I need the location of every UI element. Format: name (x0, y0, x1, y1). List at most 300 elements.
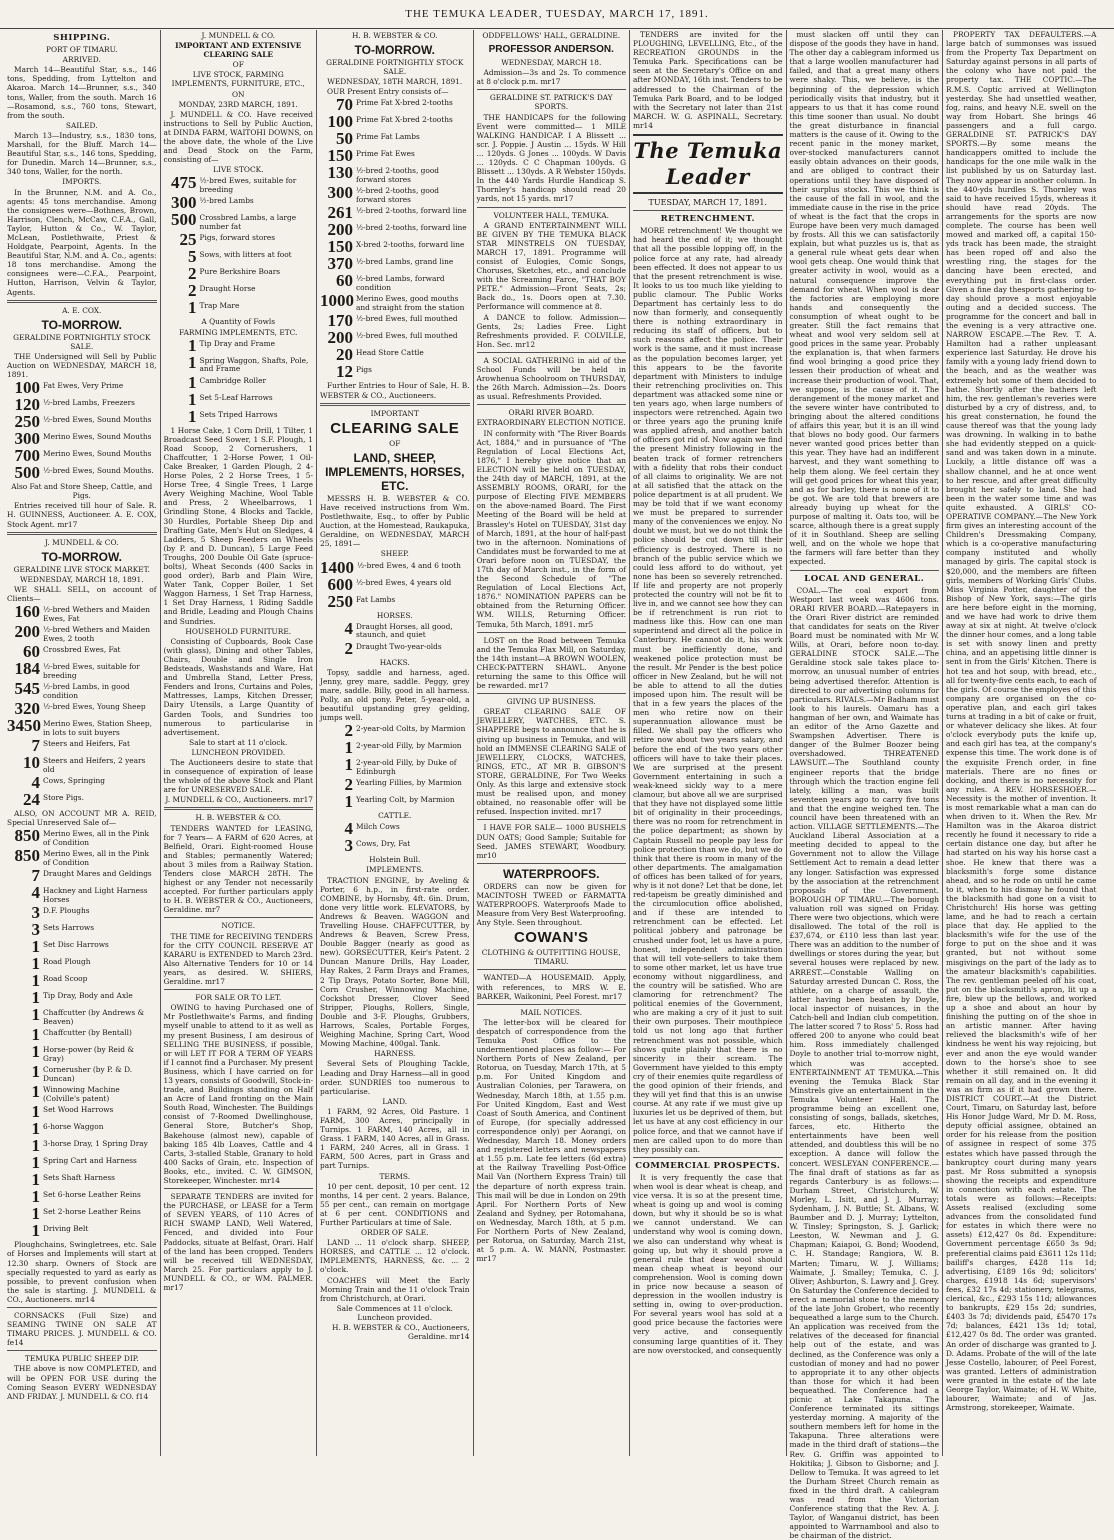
lot-item (320, 757, 470, 776)
lot-description: Draught Horses, all good, staunch, and quiet (356, 621, 453, 640)
lot-description: Crossbred Ewes, Fat (43, 645, 121, 655)
divider (477, 352, 627, 353)
lot-item (7, 1064, 157, 1083)
lot-description: ½-bred Wethers and Maiden Ewes, Fat (43, 605, 150, 623)
cox-lot-list (7, 380, 157, 481)
webster-sale: GERALDINE FORTNIGHTLY STOCK SALE. (326, 58, 464, 77)
divider (477, 1004, 627, 1005)
sheep-heading: SHEEP. (380, 549, 409, 559)
mail-heading: MAIL NOTICES. (520, 1007, 583, 1017)
divider (320, 403, 470, 406)
lot-item (320, 574, 470, 594)
lot-quantity: 2 (344, 638, 353, 658)
coaches-text: COACHES will Meet the Early Morning Train and the 11 o'clock Train from Christchurch, at Orari. (320, 1275, 470, 1303)
lot-description: Fat Lambs (356, 594, 396, 604)
lot-description: ½-bred 2-tooths, forward line (356, 223, 467, 233)
lot-item (7, 1138, 157, 1154)
lot-description: 2-year-old Filly, by Marmion (356, 741, 462, 751)
lot-description: Cambridge Roller (199, 375, 267, 385)
lot-quantity: 200 (14, 622, 40, 642)
divider (164, 1188, 314, 1189)
horses-list (320, 618, 470, 658)
webster-lot-list (320, 97, 470, 380)
lot-item (7, 701, 157, 717)
lot-quantity: 1000 (320, 291, 354, 311)
cowans-sub: CLOTHING & OUTFITTING HOUSE, TIMARU. (481, 948, 621, 967)
tenders-ad: TENDERS WANTED for LEASING, for 7 Years— A FARM of 620 Acres, at Belfield, Orari. Eight-roomed House and Stables; permanently Watered; about 3 miles from a Railway Station. Tenders close MARCH 28TH. The highest or any Tender not necessarily accepted. For further particulars apply to H. B. WEBSTER & CO., Auctioneers, Geraldine. mr7 (163, 823, 313, 915)
cox-also: Also Fat and Store Sheep, Cattle, and Pigs. (11, 482, 153, 501)
lot-quantity: 300 (327, 183, 353, 203)
volunteer-text: A GRAND ENTERTAINMENT WILL BE GIVEN BY THE TEMUKA BLACK STAR MINSTRELS ON TUESDAY, MARCH 17, 1891. Programme will consist of Eulogies, Comic Songs, Choruses, Sketches, etc., and conclude with the Screaming Farce, "THAT BOY PETE." Admission—Front Seats, 2s; Back do., 1s. Doors open at 7.30. Performance will commence at 8. (476, 220, 626, 312)
cowans-heading: COWAN'S (513, 929, 589, 947)
lot-quantity: 1 (31, 988, 40, 1008)
mundell-tomorrow: TO-MORROW. (41, 549, 122, 564)
signature: H. B. WEBSTER & CO., Auctioneers, Geraldine. mr14 (332, 1323, 470, 1342)
lot-item (164, 195, 314, 211)
lot-quantity: 1 (188, 406, 197, 426)
lot-description: Yearling Fillies, by Marmion (356, 778, 462, 788)
lot-description: ½-bred Ewes, suitable for breeding (43, 662, 140, 680)
lot-quantity: 1 (31, 1082, 40, 1102)
column-6 (787, 30, 944, 1540)
lot-item (7, 1189, 157, 1205)
lot-item (7, 738, 157, 754)
hacks-text: Topsy, saddle and harness, aged. Jenny, grey mare, saddle. Peggy, grey mare, saddle. Billy, good in all harness. Polly, an old pony. Peter, 5-year-old, a beautiful upstanding grey gelding, jumps well. (320, 667, 470, 723)
webster-heading: H. B. WEBSTER & CO. (351, 31, 438, 40)
lot-item (7, 1206, 157, 1222)
order-text: LAND ... 11 o'clock sharp. SHEEP, HORSES, and CATTLE ... 12 o'clock. IMPLEMENTS, HARNESS, &c. ... 2 o'clock. (320, 1238, 470, 1275)
lot-item (320, 256, 470, 272)
notice-heading: NOTICE. (221, 921, 256, 931)
lot-item (7, 1155, 157, 1171)
clearing-items: LIVE STOCK, FARMING IMPLEMENTS, FURNITURE, ETC., (171, 70, 305, 89)
lot-quantity: 1 (31, 1119, 40, 1139)
implements-list (164, 335, 314, 426)
divider (7, 1307, 157, 1308)
column-7 (943, 30, 1100, 1456)
lot-item (320, 557, 470, 577)
lot-quantity: 500 (171, 210, 197, 230)
lot-quantity: 1 (188, 352, 197, 372)
lot-description: Driving Belt (43, 1224, 89, 1234)
commercial-heading: COMMERCIAL PROSPECTS. (635, 1160, 781, 1171)
lot-description: ½-bred 2-tooths, good forward stores (356, 166, 440, 184)
clearing-intro: J. MUNDELL & CO. Have received instructions to Sell by Public Auction, at DINDA FARM, WAITOHI DOWNS, on the above date, the whole of the Live and Dead Stock on the Farm, consisting of— (163, 109, 313, 165)
lot-quantity: 1 (31, 1062, 40, 1082)
lot-quantity: 700 (14, 446, 40, 466)
lot-description: ½-bred Lambs, forward condition (356, 274, 445, 292)
lot-description: Steers and Heifers, 2 years old (43, 756, 146, 774)
lot-quantity: 200 (327, 328, 353, 348)
lot-quantity: 4 (31, 883, 40, 903)
column-2 (161, 30, 318, 1456)
column-1 (4, 30, 161, 1456)
lot-quantity: 100 (327, 112, 353, 132)
implements-heading: FARMING IMPLEMENTS, ETC. (179, 327, 298, 337)
furniture-heading: HOUSEHOLD FURNITURE. (185, 626, 292, 636)
sale-start: Sale to start at 11 o'clock. (189, 737, 288, 747)
arrived-text: March 14—Beautiful Star, s.s., 146 tons, Spedding, from Lyttelton and Akaroa. March 14—Brunner, s.s., 340 tons, Waller, from the south. March 16—Rosamond, s.s., 760 tons, Stewart, from the south. (7, 65, 157, 120)
lot-quantity: 1 (31, 1187, 40, 1207)
lot-description: Set 6-horse Leather Reins (43, 1190, 141, 1200)
lot-description: Yearling Colt, by Marmion (356, 795, 455, 805)
lot-description: Steers and Heifers, Fat (43, 739, 131, 749)
lot-item (7, 718, 157, 737)
cox-tomorrow: TO-MORROW. (41, 317, 122, 332)
lot-description: Cows, Springing (43, 776, 105, 786)
lot-quantity: 1 (31, 1025, 40, 1045)
lot-item (164, 389, 314, 409)
lot-quantity: 1 (31, 1042, 40, 1062)
lot-item (164, 212, 314, 231)
land-heading: LAND. (382, 1096, 408, 1106)
newspaper-page (4, 30, 1110, 1540)
lot-description: ½-bred Lambs, grand line (356, 257, 454, 267)
lot-quantity: 120 (14, 395, 40, 415)
park-tenders: TENDERS are invited for the PLOUGHING, LEVELLING, Etc., of the RECREATION GROUNDS in the Temuka Park. Specifications can be seen at the Secretary's Office on and after MONDAY, 16th inst. Tenders to be addressed to the Chairman of the Temuka Park Board, and to be lodged with the Secretary not later than 21st MARCH. W. G. ASPINALL, Secretary. mr14 (633, 30, 783, 130)
lot-quantity: 1 (344, 738, 353, 758)
of-label: OF (232, 60, 244, 70)
mundell-date: WEDNESDAY, MARCH 18, 1891. (19, 574, 144, 584)
giving-up-text: GREAT CLEARING SALE OF JEWELLERY, WATCHES, ETC. S. SHAPPERE begs to announce that he is giving up business in Temuka, and will hold an IMMENSE CLEARING SALE of JEWELLERY, CLOCKS, WATCHES, RINGS, ETC., AT MR B. GIBSON'S STORE, GERALDINE, For Two Weeks Only. As this large and extensive stock must be realised upon, and money obtained, no reasonable offer will be refused. Inspection invited. mr17 (476, 707, 626, 817)
lot-item (7, 644, 157, 660)
lot-description: 3-horse Dray, 1 Spring Dray (43, 1139, 148, 1149)
cox-intro: THE Undersigned will Sell by Public Auction on WEDNESDAY, MARCH 18, 1891. (7, 351, 157, 380)
lot-item (320, 313, 470, 329)
lot-description: ½-bred Ewes, full mouthed (356, 314, 458, 324)
lot-item (7, 990, 157, 1006)
anderson-heading: PROFESSOR ANDERSON. (488, 44, 614, 56)
lot-description: Sows, with litters at foot (199, 250, 292, 260)
patrick-heading: GERALDINE ST. PATRICK'S DAY SPORTS. (489, 93, 613, 112)
local-general-heading: LOCAL AND GENERAL. (804, 573, 925, 584)
for-sale-heading: FOR SALE OR TO LET. (195, 993, 282, 1003)
lot-quantity: 60 (23, 642, 40, 662)
orari-subheading: EXTRAORDINARY ELECTION NOTICE. (476, 418, 626, 428)
lot-description: Cows, Dry, Fat (356, 839, 411, 849)
clearing-date: MONDAY, 23RD MARCH, 1891. (178, 99, 298, 109)
webster-intro: OUR Present Entry consists of— (327, 87, 449, 97)
lot-item (320, 330, 470, 346)
lot-quantity: 60 (336, 271, 353, 291)
lot-quantity: 1 (344, 755, 353, 775)
lot-item (320, 618, 470, 640)
newspaper-masthead: THE TEMUKA LEADER, TUESDAY, MARCH 17, 1891. (0, 0, 1114, 29)
lot-quantity: 1 (31, 1102, 40, 1122)
lot-description: Set Wood Harrows (43, 1105, 114, 1115)
lot-description: Pure Berkshire Boars (199, 267, 281, 277)
lot-description: D.F. Ploughs (43, 906, 90, 916)
lot-item (7, 1084, 157, 1103)
lot-item (164, 406, 314, 426)
divider (7, 300, 157, 303)
social-text: A SOCIAL GATHERING in aid of the School Funds will be held in Arowhenua Schoolroom on THURSDAY, the 26th March. Admission—2s. Doors as usual. Refreshments Provided. (476, 355, 626, 402)
lot-quantity: 250 (14, 412, 40, 432)
lot-quantity: 4 (344, 618, 353, 638)
oats-sale: I HAVE FOR SALE— 1000 BUSHELS DUN OATS; Good Sample; Suitable for Seed. JAMES STEWART, Woodbury. mr10 (476, 823, 626, 860)
lot-quantity: 1 (31, 971, 40, 991)
hacks-heading: HACKS. (379, 657, 410, 667)
lot-description: Draught Mares and Geldings (43, 869, 152, 879)
lot-item (7, 922, 157, 938)
lot-description: Set 5-Leaf Harrows (199, 392, 273, 402)
webster-further: Further Entries to Hour of Sale, H. B. WEBSTER & CO., Auctioneers. (320, 381, 470, 400)
lot-quantity: 300 (14, 429, 40, 449)
sale-commence: Sale Commences at 11 o'clock. Luncheon provided. (336, 1303, 453, 1322)
lot-description: X-bred 2-tooths, forward line (356, 240, 465, 250)
signature: J. MUNDELL & CO., Auctioneers. mr17 (165, 795, 313, 805)
divider (164, 807, 314, 810)
oddfellows-admission: Admission—3s and 2s. To commence at 8 o'clock p.m. mr17 (476, 68, 626, 87)
lot-item (320, 638, 470, 658)
lot-description: Pigs (356, 365, 372, 375)
lot-quantity: 545 (14, 679, 40, 699)
lot-description: Winnowing Machine (Colville's patent) (43, 1085, 120, 1103)
lot-item (320, 148, 470, 164)
lot-description: ½-bred Ewes, Sound Mouths. (43, 466, 154, 476)
lot-quantity: 300 (171, 193, 197, 213)
divider (633, 1157, 783, 1158)
lot-quantity: 150 (327, 146, 353, 166)
lot-quantity: 2 (344, 721, 353, 741)
lot-item (7, 905, 157, 921)
lot-quantity: 1 (188, 335, 197, 355)
lot-description: Prime Fat X-bred 2-tooths (356, 98, 453, 108)
webster-heading: H. B. WEBSTER & CO. (195, 813, 282, 823)
lot-item (320, 239, 470, 255)
lot-item (7, 1007, 157, 1026)
notice-text: THE TIME for RECEIVING TENDERS for the CITY COUNCIL RESERVE AT KARARU is EXTENDED to March 23rd. Also Alternative Tenders for 10 or 14 years, as desired. W. SHIERS, Geraldine. mr17 (163, 931, 313, 987)
lot-description: Horse-power (by Reid & Gray) (43, 1045, 134, 1063)
column-3 (317, 30, 474, 1456)
lot-item (320, 273, 470, 292)
live-stock-list (164, 175, 314, 316)
lot-item (7, 939, 157, 955)
lot-item (7, 885, 157, 904)
lot-description: Spring Cart and Harness (43, 1156, 137, 1166)
lot-quantity: 320 (14, 699, 40, 719)
lot-quantity: 1 (31, 1136, 40, 1156)
lot-quantity: 370 (327, 254, 353, 274)
sailed-text: March 13—Industry, s.s., 1830 tons, Marshall, for the Bluff. March 14—Beautiful Star, s.s., 146 tons, Spedding, for Dunedin. March 14—Brunner, s.s., 340 tons, Waller, for the north. (7, 130, 157, 177)
lot-item (320, 740, 470, 756)
divider (477, 89, 627, 90)
lot-item (320, 131, 470, 147)
lot-quantity: 1 (31, 1153, 40, 1173)
lot-item (7, 448, 157, 464)
lot-description: ½-bred Ewes, Sound Mouths (43, 415, 152, 425)
divider (477, 819, 627, 820)
lot-item (320, 794, 470, 810)
lot-quantity: 3450 (7, 716, 41, 736)
lot-item (320, 114, 470, 130)
local-general-continued: PROPERTY TAX DEFAULTERS.—A large batch of summonses was issued from the Property Tax Department on Saturday against persons in all parts of the colony who have not paid the property tax. THE COPTIC.—The R.M.S. Coptic arrived at Wellington yesterday. She had unsettled weather, fog, rains, and heavy N.E. swell on the way from Hobart. She brings 46 passengers and a full cargo. GERALDINE ST. PATRICK'S DAY SPORTS.—By some means the handicappers omitted to include the handicaps for the one mile walk in the list published by us on Saturday last. They now appear in another column. In the 440-yds hurdles S. Thornley was said to have received 15yds, whereas it should have read 20yds. The arrangements for the sports are now complete. The course has been well mowed and marked off, a capital 150-yds track has been made, the straight has been roped off and also the wrestling ring, the stages for the dancing have been erected, and everything put in first-class order. Given a fine day thesports gathering to-day should prove a most enjoyable outing and a decided success. The programme for the concert and ball in the evening is a very attractive one. NARROW ESCAPE.—The Rev. T. A. Hamilton had a rather unpleasant experience last Saturday. He drove his family with a young lady friend down to the beach, and as the weather was extremely hot some of them decided to bathe. Shortly after the bathers left him, the rev. gentleman's reveries were disturbed by a cry of distress, and, to his great consternation, he found the cause thereof was that the young lady was drowning. In walking in to bathe she had evidently stepped on a quick-sand and was taken down in a minute. Luckily, a little distance off was a shallow channel, and he at once went to her rescue, and after great difficulty brought her safely to land. She had been in the water some time and was quite exhausted. A GIRLS' CO-OPERATIVE COMPANY.—The New York firm gives an interesting account of the Children's Dressmaking Company, which is a co-operative manufacturing company instituted and wholly managed by girls. The capital stock is $20,000, and the members are fifteen girls, members of Working Girls' Clubs. Miss Virginia Potter, daughter of the Bishop of New York, says:—The girls are here before eight in the morning, and we have had work to drive them away at six at night. At twelve o'clock the dinner hour comes, and a long table is set with snowy linen and pretty china, and an appetising little dinner is sent in from the Girls' Kitchen. There is hot tea and hot soup, with bread, etc., all for twenty-five cents each, to each of the girls. Of course the employes of this company are organised on the co-operative plan, and each girl takes turns at trading in a bit of cake or fruit, or whatever delicacy she likes. At four o'clock everybody puts the knife up, and each girl has tea, at the company's expense this time. The work done is of the exquisite French order, in fine materials. There are no fines or docking, and there is no necessity for any rules. A REV. HORSESHOER.—Necessity is the mother of invention. It is most remarkable what a man can do when driven to it. When the Rev. Mr Hamilton was in the Akaroa district recently he found it necessary to ride a certain distance one day, but after he had started on his way his horse cast a shoe. He knew that there was a blacksmith's forge some distance ahead, and so he rode on until he came to it, when to his dismay he found that the blacksmith had gone on a visit to Christchurch! His horse was getting lame, and he had to reach a certain place that day. He applied to the blacksmith's wife for the use of the forge to put on the shoe and it was granted, but not without some misgivings on the part of the lady as to the amateur blacksmith's capabilities. The rev. gentleman peeled off his coat, put on the blacksmith's apron, lit up a fire, blew up the bellows, and worked up a shoe and about an hour by finishing the putting on of the shoe in an artistic manner. After having relieved the blacksmith's wife of her kindness he went his way rejoicing, but ever and anon the eye would wander down to the horse's shoe to see whether it still remained on. It did remain on all day, and in the evening it was as firm as if it had grown there. DISTRICT COURT.—At the District Court, Timaru, on Saturday last, before His Honor Judge Ward, Mr D. M. Ross, deputy official assignee, obtained an order for his release from the position of assignee in respect of some 375 estates which have passed through the bankruptcy court during many years past. Mr Ross submitted a synopsis showing the receipts and expenditure in connection with each estate. The totals were as follows:—Receipts: Assets realised (excluding some advances from the consolidated fund for estates in which there were no assets) £12,427 0s 8d. Expenditure: Government percentage £650 3s 9d; preferential claims paid £3611 12s 11d; bailiff's charges, £428 11s 1d; advertising, £189 16s 9d; solicitors' charges, £1918 14s 6d; supervisors' fees, £32 17s 4d; stationery, telegrams, clerical, &c., £293 15s 11d; allowances to bankrupts, £29 15s 2d; sundries, £403 3s 7d; dividends paid, £5470 17s 7d; balances, £421 13s 1d; total, £12,427 0s 8d. The order was granted. An order of discharge was granted to J. D. Adams. Probate of the will of the late Jesse Costello, labourer, of Peel Forest, was granted. Letters of administration were granted in the estate of the late George Taylor, Waimate; of H. W. White, labourer, Waimate; and of Jas. Armstrong, storekeeper, Waimate. (946, 30, 1097, 1413)
lot-item (320, 838, 470, 854)
lot-quantity: 1400 (320, 557, 354, 577)
wanted-ad: WANTED—A HOUSEMAID. Apply, with references, to MRS W. E. BARKER, Waikonini, Peel Forest. mr17 (476, 973, 626, 1001)
lot-item (7, 624, 157, 643)
lot-quantity: 7 (31, 866, 40, 886)
terms-text: 10 per cent. deposit, 10 per cent. 12 months, 14 per cent. 2 years. Balance, 55 per cent., can remain on mortgage at 6 per cent. CONDITIONS and Further Particulars at time of Sale. (320, 1181, 470, 1227)
lot-quantity: 1 (344, 792, 353, 812)
reid-intro: ALSO, ON ACCOUNT MR A. REID, Special Unreserved Sale of— (7, 809, 157, 828)
lot-item (7, 848, 157, 867)
lot-description: Road Scoop (43, 974, 88, 984)
clearing-intro: MESSRS H. B. WEBSTER & CO. Have received instructions from Wm. Postlethwaite, Esq., to offer by Public Auction, at the Homestead, Raukapuka, Geraldine, on WEDNESDAY, MARCH 25, 1891— (320, 493, 470, 549)
lot-quantity: 20 (336, 345, 353, 365)
lot-description: Hackney and Light Harness Horses (43, 886, 148, 904)
dip-heading: TEMUKA PUBLIC SHEEP DIP. (24, 1354, 139, 1364)
lot-item (7, 792, 157, 808)
lot-item (7, 380, 157, 396)
local-general-text: COAL.—The coal export from Westport last week was 4606 tons. ORARI RIVER BOARD.—Ratepayers in the Orari River district are reminded that candidates for seats on the River Board must be nominated with Mr W. Wills, at Orari, before noon to-day. GERALDINE STOCK SALE.—The Geraldine stock sale takes place to-morrow, an unusual number of entries being advertised therefor. Attention is directed to our advertising columns for particulars. RIVALS.—Mr Badham must look to his laurels. Oamaru has a hangman of her own, and Waimate has an editor of the Arno Gazette and Swampshen Advertiser. There is danger of the Bulmer Boozer being overshadowed. THREATENED LAWSUIT.—The Southland county engineer reports that the bridge through which the traction engine fell lately, killing a man, was built seventeen years ago to carry five tons and that the engine weighed ten. The council have been threatened with an action. VILLAGE SETTLEMENTS.—The Auckland Liberal Association at a meeting decided to appeal to the Government not to allow the Village Settlement Act to remain a dead letter any longer. Satisfaction was expressed by the association at the retrenchment proposals of the Government. BOROUGH OF TIMARU.—The borough valuation roll was signed on Friday. There were two objections, which were disallowed. The total of the roll is £37,674, or £110 less than last year. There was an addition to the number of dwellings or stores during the year, but several houses were replaced by new. ARREST.—Constable Walling on Saturday arrested Duncan C. Ross, the athlete, on a charge of assault, the latter having been beaten by Doyle, local inspector of nuisances, in the Catch-bell and Indian club competition. The latter scored 7 to Ross' 5. Ross had offered 200 to anyone who could beat him. Ross immediately challenged Doyle to another trial to-morrow night, which was accepted. ENTERTAINMENT AT TEMUKA.—This evening the Temuka Black Star Minstrels give an entertainment in the Temuka Volunteer Hall. The programme being an excellent one, consisting of songs, ballads, sketches, farces, etc. Hitherto the entertainments have been well attended, and doubtless this will be no exception. A dance will follow the concert. WESLEYAN CONFERENCE.—The final draft of stations as far as regards Canterbury is as follows:—Durham Street, Christchurch, W. Morley, L. Isitt, and J. J. Murray; Sydenham, J. N. Buttle; St. Albans, W. Baumber and D. J. Murray; Lyttelton, W. Tinsley; Springston, S. J. Garlick; Leeston, W. Newman and J. G. Chapman; Kaiapoi, G. Bond; Woodend, C. H. Standage; Rangiora, W. B. Marten; Timaru, W. J. Williams; Waimate, J. Smalley; Temuka, C. J. Oliver; Ashburton, S. Lawry and J. Grey. On Saturday the Conference decided to erect a memorial stone to the memory of the late John Grobert, who recently bequeathed a large sum to the Church. An application was received from the relatives of the deceased for financial help out of the estate, and was declined, as the Conference was only a custodian of money and had no power to appropriate it to any other objects than those for which it had been bequeathed. The Conference had a picnic at Lake Takapuna. The Conference terminated its sittings yesterday morning. A majority of the southern members left for home in the Takapuna. Three alterations were made in the third draft of stations—the Rev. G. Griffin was appointed to Hokitika; J. Gibson to Gisborne; and J. Dellow to Temuka. It was agreed to let the Durham Street Church remain as fixed in the third draft. A cablegram was read from the Victorian Conference stating that the Rev. A. J. Taylor, of Wanganui district, has been appointed to Warrnambool and also to be chairman of the district. (789, 585, 939, 1540)
lot-item (320, 821, 470, 837)
lot-description: Sets Triped Harrows (199, 409, 278, 419)
lot-quantity: 170 (327, 311, 353, 331)
lot-quantity: 1 (188, 298, 197, 318)
editorial-date: TUESDAY, MARCH 17, 1891. (648, 198, 767, 208)
imports-text: In the Brunner, N.M. and A. Co., agents: 45 tons merchandise. Among the consignees were—Bothnes, Brown, Harrison, Clench, McCaw, C.F.A., Gall, Taylor, Hutton & Co., W. Taylor, McLean, Postlethwaite, Priest & Holdgate, Pearpoint, Agents. In the Beautiful Star, N.M. and A. Co., agents: 18 tons merchandise. Among the consignees were—C.F.A., Pearpoint, Hutton, Harrison, Velvin & Taylor, Agents. (7, 187, 157, 297)
lot-description: Draught Horse (199, 284, 256, 294)
implements-heading: IMPLEMENTS. (366, 865, 424, 875)
lot-item (7, 775, 157, 791)
lot-description: ½-bred Ewes, full mouthed (356, 331, 458, 341)
lot-description: Head Store Cattle (356, 348, 424, 358)
lot-description: Crossbred Lambs, a large number fat (199, 213, 297, 231)
lot-item (320, 364, 470, 380)
lot-item (7, 755, 157, 774)
divider (477, 969, 627, 970)
lot-description: Milch Cows (356, 822, 400, 832)
divider (477, 863, 627, 864)
lot-description: 6-horse Waggon (43, 1122, 104, 1132)
important-label: IMPORTANT (370, 408, 419, 418)
cattle-list (320, 821, 470, 854)
lot-item (7, 397, 157, 413)
arrived-label: ARRIVED. (62, 55, 101, 65)
lot-quantity: 850 (14, 846, 40, 866)
lot-item (164, 335, 314, 355)
of-label: OF (389, 438, 401, 448)
lot-description: Fat Ewes, Very Prime (43, 381, 124, 391)
lot-item (164, 300, 314, 316)
lot-item (7, 1044, 157, 1063)
reid-lot-list (7, 828, 157, 1239)
lot-item (320, 205, 470, 221)
lot-item (7, 465, 157, 481)
lot-description: ½-bred Ewes, Young Sheep (43, 702, 146, 712)
lot-description: Merino Ewes, Sound Mouths (43, 449, 152, 459)
on-label: ON (231, 89, 245, 99)
lot-item (320, 723, 470, 739)
volunteer-heading: VOLUNTEER HALL, TEMUKA. (493, 210, 609, 220)
lot-description: Merino Ewes, all in the Pink of Condition (43, 849, 149, 867)
implements-text: TRACTION ENGINE, by Aveling & Porter, 6 h.p., in first-rate order. COMBINE, by Hornsby, 4ft. 6in. Drum, done very little work. ELEVATORS, by Andrews & Beaven. WAGGON and Travelling House. CHAFFCUTTER, by Andrews & Beaven, Screw Press, Double Bagger (nearly as good as new). GORSECUTTER, Keir's Patent. 2 Duncan Manure Drills, Hay Loader, Hay Rakes, 2 Farm Drays and Frames, 2 Tip Drays, Potato Sorter, Bone Mill, Corn Crusher, Winnowing Machine, Cockshot Dresser, Clover Seed Stripper, Ploughs, Rollers, Single, Double and 3-F. Ploughs, Grubbers, Harrows, Scales, Portable Forges, Weighing Machine, Spring Cart, Wood Mowing Machine, 400gal. Tank. (320, 875, 470, 1049)
divider (164, 989, 314, 990)
lot-quantity: 12 (336, 362, 353, 382)
clearing-sale-heading: CLEARING SALE (330, 419, 460, 437)
newspaper-title: The Temuka Leader (633, 134, 783, 194)
divider (7, 1350, 157, 1351)
lot-description: ½-bred Ewes, 4 years old (356, 577, 452, 587)
lot-description: ½-bred Lambs, Freezers (43, 398, 135, 408)
fowls-label: A Quantity of Fowls (201, 317, 276, 327)
lot-quantity: 160 (14, 602, 40, 622)
lot-item (164, 266, 314, 282)
lot-item (7, 431, 157, 447)
lot-quantity: 4 (344, 819, 353, 839)
lot-description: ½-bred Wethers and Maiden Ewes, 2 tooth (43, 625, 150, 643)
lot-quantity: 100 (14, 378, 40, 398)
shipping-heading: SHIPPING. (53, 33, 111, 43)
lot-quantity: 70 (336, 95, 353, 115)
lot-quantity: 1 (188, 389, 197, 409)
clearing-sale-title: IMPORTANT AND EXTENSIVE CLEARING SALE (175, 41, 302, 60)
furniture-text: Consisting of Cupboards, Book Case (with glass), Dining and other Tables, Chairs, Double and Single Iron Bedsteads, Washstands and Ware, Hat and Umbrella Stand, Letter Press, Fenders and Irons, Curtains and Poles, Mattresses, Lamps, Kitchen Dresser, Dairy Utensils, a Large Quantity of Garden Tools, and Sundries too numerous to particularise in advertisement. (163, 636, 313, 737)
lot-item (320, 185, 470, 204)
lot-quantity: 1 (31, 1221, 40, 1241)
lot-quantity: 475 (171, 173, 197, 193)
lot-quantity: 1 (31, 954, 40, 974)
harness-text: Several Sets of Ploughing Tackle, Leading and Dray Harness—all in good order. SUNDRIES too numerous to particularise. (320, 1059, 470, 1096)
implements-text: 1 Horse Cake, 1 Corn Drill, 1 Tilter, 1 Broadcast Seed Sower, 1 S.F. Plough, 1 Road Scoop, 2 Cornerushers, 1 Chaffcutter, 1 2-Horse Power, 1 Oil-Cake Breaker, 1 Garden Plough, 2 4-Horse Poles, 2 2 Horse Trees, 1 5-Horse Tree, 4 Single Trees, 1 Large Avery Weighing Machine, Wool Table and Press, 2 Wheelbarrows, 1 Grindling Stone, 4 Blocks and Tackle, 30 Hurdles, Portable Sheep Dip and Drafting Gate, Men's Hut on Sledges, 4 Ladders, 5 Sheep Feeders on Wheels (by P. and D. Duncan), 5 Large Feed Troughs, 200 Double Oil Gate (spruce-bolts), Wheat Seconds (400 Sacks in good order), Barb and Plain Wire, Water Tank, Copper Boiler, 1 Set Waggon Harness, 1 Set Trap Harness, 1 Set Dray Harness, 1 Riding Saddle and Bridle, Leading and Plough Chains and Sundries. (163, 425, 313, 626)
lot-item (320, 591, 470, 611)
lot-item (7, 868, 157, 884)
lot-quantity: 600 (327, 574, 353, 594)
lot-quantity: 3 (344, 836, 353, 856)
lot-item (320, 222, 470, 238)
oddfellows-heading: ODDFELLOWS' HALL, GERALDINE. (482, 31, 621, 40)
oddfellows-date: WEDNESDAY, MARCH 18. (501, 58, 602, 68)
lot-description: ½-bred Ewes, suitable for breeding (199, 176, 297, 194)
reid-tail: Ploughchains, Swingletrees, etc. Sale of Horses and Implements will start at 12.30 sharp. Owners of Stock are specially requested to yard as early as possible, to prevent confusion when the sale is starting. J. MUNDELL & CO., Auctioneers. mr14 (7, 1240, 157, 1304)
lot-quantity: 250 (327, 591, 353, 611)
lot-quantity: 2 (188, 281, 197, 301)
lot-item (164, 232, 314, 248)
lot-description: Chaffcutter (by Andrews & Beaven) (43, 1008, 145, 1026)
divider (477, 207, 627, 208)
lot-quantity: 25 (179, 230, 197, 250)
waterproofs-text: ORDERS can now be given for MACINTOSH TWEED or FARMATTA WATERPROOFS. Waterproofs Made to Measure from Very Best Waterproofing. Any Style. Seen throughout. (476, 881, 626, 928)
waterproofs-heading: WATERPROOFS. (503, 866, 600, 881)
cox-heading: A. E. COX. (62, 305, 102, 315)
cornsacks-ad: CORNSACKS (Full Size) and SEAMING TWINE ON SALE AT TIMARU PRICES. J. MUNDELL & CO. fe14 (7, 1310, 157, 1348)
lot-quantity: 184 (14, 659, 40, 679)
lot-quantity: 1 (31, 937, 40, 957)
lot-description: Merino Ewes, Sound Mouths (43, 432, 152, 442)
dip-text: THE above is now COMPLETED, and will be OPEN FOR USE during the Coming Season EVERY WEDNESDAY AND FRIDAY. J. MUNDELL & CO. f14 (7, 1364, 157, 1401)
retrenchment-text: MORE retrenchment! We thought we had heard the end of it; we thought that all the possible lopping off, in the police force at any rate, had already been effected. It does not appear to us that the present retrenchment is wise. It looks to us too much like yielding to public clamour. The Public Works Department has certainly less to do now than formerly, and consequently there is nothing extraordinary in reducing its staff of officers, but to such reasons affect the police. Their work is the same, and it must increase as the population becomes larger, yet this appears to be the favorite department with Ministers to indulge their retrenching proclivities on. This department was attacked some nine or ten years ago, when large numbers of inspectors were retrenched. Again two or three years ago the pruning knife was applied afresh, and another batch of officers got rid of. Now again we find the present Ministry following in the beaten track of former retrenchers with a fidelity that robs their conduct of all claims to originality. We are not at all satisfied that the attack on the police department is at all prudent. We may be told that if we want economy we must be prepared to surrender many of the conveniences we enjoy. No doubt we must, but we do not think the police should be cut down till their efficiency is destroyed. There is no branch of the public service which we could less afford to do without, yet none has been so severely retrenched. If life and property are not properly protected the country will not be fit to live in, and we cannot see how they can be if retrenchment is run riot to madness like this. How can one man superintend and direct all the police in Canterbury. He cannot do it, his work must be inefficiently done, and weakened police protection must be the result. Mr Pender is the best police officer in New Zealand, but he will not be able to attend to all the duties imposed upon him. The result will be that in a few years the places of the men who retire now on their superannuation allowance must be filled. We shall pay the officers who retire now about two years salary, and before the end of the two years other officers will have to take their places. We are surprised at the present Government entertaining in such a weak-kneed sickly way to a mere clamour, but above all we are surprised that they have not displayed some little bit of originality in their proceedings, there was no room for retrenchment in the police department; as shown by Captain Russell no people pay less for police protection than we do, but we do think that there is room in many of the other departments. The amalgamation of offices has been talked of for years, why is it not done? Let that be done, let red-tapeism be greatly diminished and the circumlocution office abolished, and if these are intended to retrenchment can be effected. Let political jobbery and patronage be crushed under foot, let us have a pure, honest, independent administration that will tell vote-sellers to take them to some other market, let us have true economy without niggardliness, and the country will be satisfied. Who are clamoring for retrenchment? The political enemies of the Government, who are making a cry of it just to suit their own purposes. Their mouthpiece told us not long ago that further retrenchment was not possible, which shows quite plainly that there is no sincerity in their scream. The Government have yielded to this empty cry of their enemies quite regardless of the good opinion of their friends, and they will yet find that this is an unwise course. At any rate if we must give up luxuries let us be deprived of them, but let us have at any cost efficiency in our police force, and that we cannot have if men are called upon to do more than they possibly can. (633, 226, 783, 1154)
lot-quantity: 1 (31, 1170, 40, 1190)
cattle-heading: CATTLE. (378, 811, 412, 821)
mundell-heading: J. MUNDELL & CO. (45, 537, 119, 547)
lot-item (7, 956, 157, 972)
lot-description: Prime Fat X-bred 2-tooths (356, 115, 453, 125)
lot-quantity: 2 (344, 775, 353, 795)
lot-description: Prime Fat Ewes (356, 149, 415, 159)
orari-heading: ORARI RIVER BOARD. (508, 408, 594, 418)
terms-heading: TERMS. (379, 1171, 411, 1181)
bull-label: Holstein Bull. (369, 855, 421, 865)
lot-quantity: 150 (327, 237, 353, 257)
divider (164, 917, 314, 918)
lot-description: Tip Dray and Frame (199, 338, 275, 348)
lot-quantity: 7 (31, 736, 40, 756)
lot-description: Cornerusher (by P. & D. Duncan) (43, 1065, 133, 1083)
lot-item (164, 175, 314, 194)
lot-description: Merino Ewes, good mouths and straight from the station (356, 294, 465, 312)
sheep-list (320, 557, 470, 611)
